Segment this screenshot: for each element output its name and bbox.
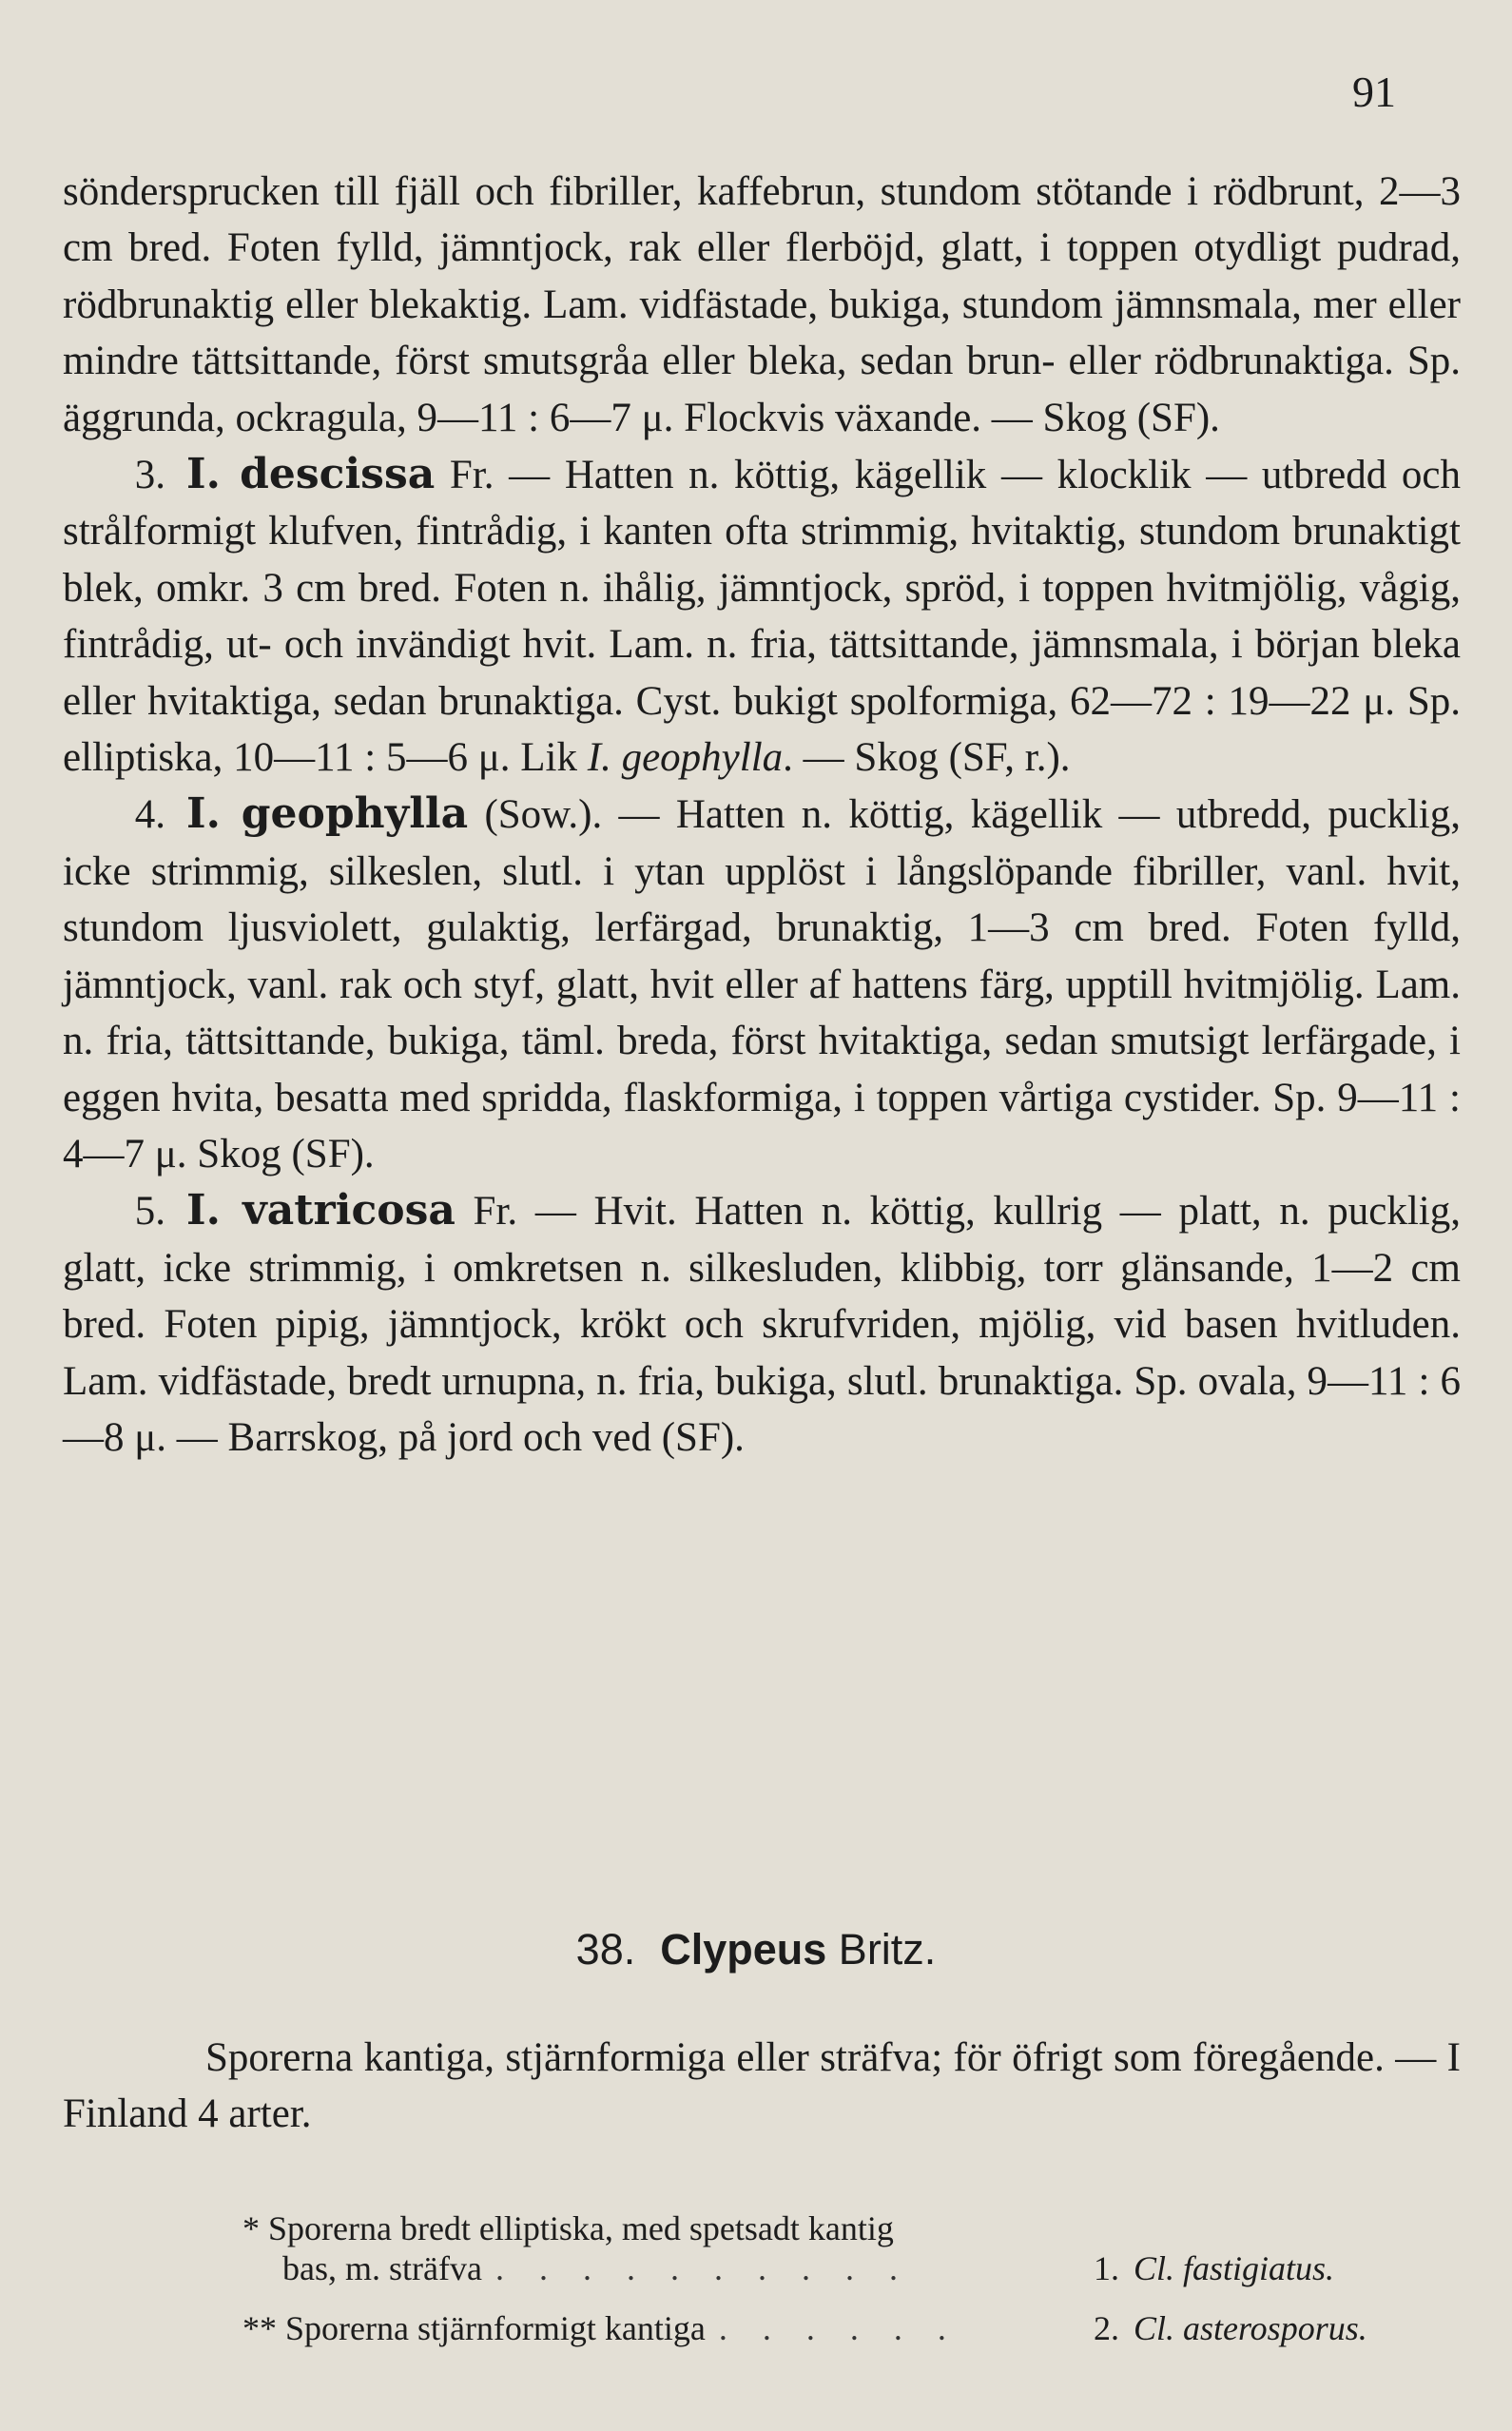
entry-number: 3. [134, 453, 165, 498]
continuation-paragraph: söndersprucken till fjäll och fibriller, kaffebrun, stundom stötande i rödbrunt, 2—3 cm bred. Foten fylld, jämntjock, rak eller flerböjd, glatt, i toppen otydligt pudrad, rödbrunaktig eller blekaktig. Lam. vidfästade, bukiga, stundom jämnsmala, mer eller mindre tättsittande, först smutsgråa eller bleka, sedan brun- eller rödbrunaktiga. Sp. äggrunda, ockragula, 9—11 : 6—7 μ. Flockvis växande. — Skog (SF). [63, 169, 1461, 440]
key-leader-dots: . . . . . . [718, 2309, 960, 2347]
section-genus: Clypeus [660, 1925, 827, 1974]
section-authority: Britz. [826, 1925, 937, 1974]
species-authority: Fr. — [455, 1189, 594, 1235]
section-text [63, 2030, 1461, 2143]
key-leader-dots: . . . . . . . . . . [494, 2249, 911, 2287]
key-result-number: 1. [1094, 2249, 1119, 2287]
key-line-continued: bas, m. sträfva [282, 2249, 482, 2287]
key-entry-2 [242, 2308, 1398, 2348]
body-text [63, 164, 1461, 1466]
species-entry-geophylla [63, 786, 1461, 1182]
section-description: Sporerna kantiga, stjärnformiga eller sträfva; för öfrigt som föregående. — I Finland 4 arter. [63, 2035, 1461, 2137]
species-description: Hatten n. köttig, kägellik — utbredd, pucklig, icke strimmig, silkeslen, slutl. i ytan upplöst i långslöpande fibriller, vanl. hvit, stundom ljusviolett, gulaktig, lerfärgad, brunaktig, 1—3 cm bred. Foten fylld, jämntjock, vanl. rak och styf, glatt, hvit eller af hattens färg, upptill hvitmjölig. Lam. n. fria, tättsittande, bukiga, täml. breda, först hvitaktiga, sedan smutsigt lerfärgade, i eggen hvita, besatta med spridda, flaskformiga, i toppen vårtiga cystider. Sp. 9—11 : 4—7 μ. Skog (SF). [63, 792, 1461, 1177]
section-heading [0, 1925, 1512, 1974]
key-result [1094, 2248, 1398, 2288]
entry-number: 5. [134, 1189, 165, 1235]
page-number: 91 [1352, 68, 1396, 116]
species-entry-vatricosa [63, 1182, 1461, 1466]
key-row [242, 2248, 1398, 2288]
key-result-name: Cl. fastigiatus. [1134, 2249, 1335, 2287]
section-number: 38. [575, 1925, 636, 1974]
species-name: I. geophylla [186, 789, 469, 839]
species-name: I. descissa [186, 450, 436, 499]
key-line: * Sporerna bredt elliptiska, med spetsadt kantig [242, 2209, 894, 2247]
key-result-number: 2. [1094, 2309, 1119, 2347]
entry-number: 4. [134, 792, 165, 838]
key-entry-1 [242, 2208, 1398, 2288]
species-description: Hvit. Hatten n. köttig, kullrig — platt, n. pucklig, glatt, icke strimmig, i omkretsen n. silkesluden, klibbig, torr glänsande, 1—2 cm bred. Foten pipig, jämntjock, krökt och skrufvriden, mjölig, vid basen hvitluden. Lam. vidfästade, bredt urnupna, n. fria, bukiga, slutl. brunaktiga. Sp. ovala, 9—11 : 6—8 μ. — Barrskog, på jord och ved (SF). [63, 1189, 1461, 1460]
key-line: ** Sporerna stjärnformigt kantiga [242, 2309, 706, 2347]
key-result [1094, 2308, 1398, 2348]
species-habitat: . — Skog (SF, r.). [783, 735, 1071, 781]
species-reference: I. geophylla [587, 735, 784, 781]
species-name: I. vatricosa [186, 1186, 456, 1235]
key-row [242, 2308, 1398, 2348]
species-authority: Fr. — [435, 453, 565, 498]
key-result-name: Cl. asterosporus. [1134, 2309, 1367, 2347]
species-description: Hatten n. köttig, kägellik — klocklik — utbredd och strålformigt klufven, fintrådig, i kanten ofta strimmig, hvitaktig, stundom brunaktigt blek, omkr. 3 cm bred. Foten n. ihålig, jämntjock, spröd, i toppen hvitmjölig, vågig, fintrådig, ut- och invändigt hvit. Lam. n. fria, tättsittande, jämnsmala, i början bleka eller hvitaktiga, sedan brunaktiga. Cyst. bukigt spolformiga, 62—72 : 19—22 μ. Sp. elliptiska, 10—11 : 5—6 μ. Lik [63, 453, 1461, 781]
species-entry-descissa [63, 446, 1461, 786]
species-authority: (Sow.). — [468, 792, 676, 838]
